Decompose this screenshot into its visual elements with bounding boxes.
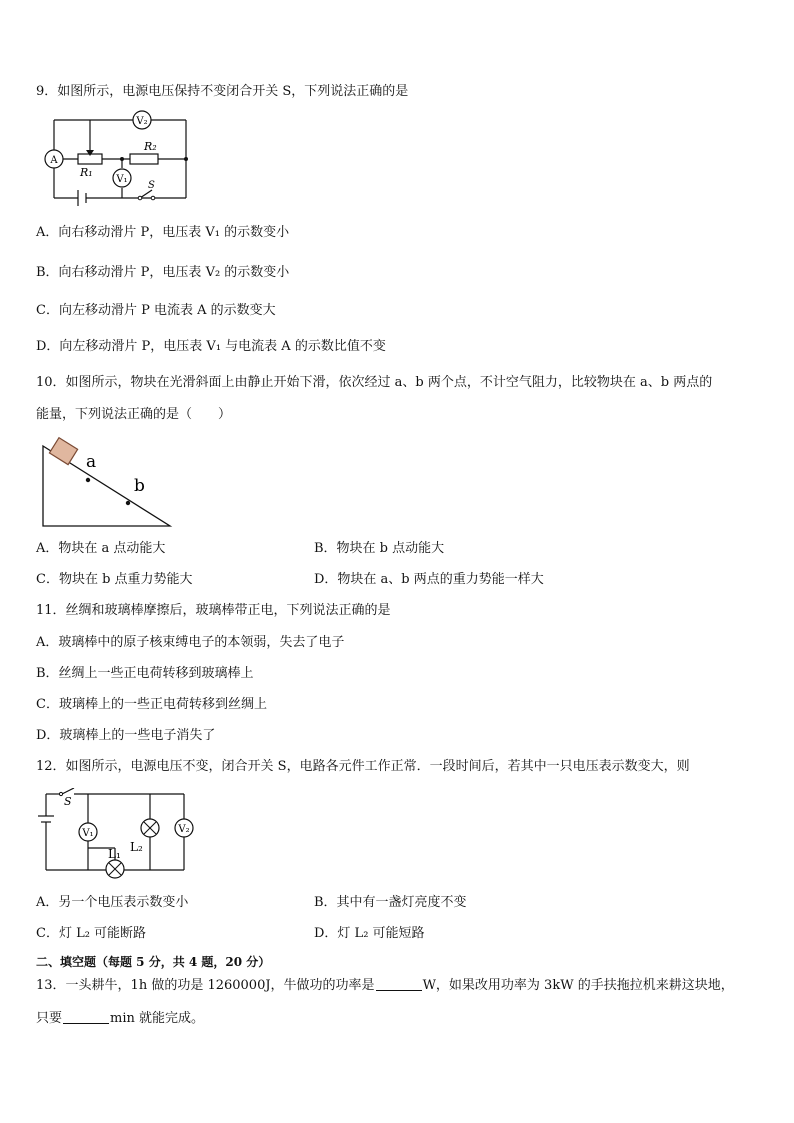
q13-line2: [36, 1010, 204, 1028]
q12-v1-label: V₁: [82, 828, 94, 839]
q10-stem-line2: 能量，下列说法正确的是（ ）: [36, 407, 232, 422]
q9-s-label: S: [148, 180, 155, 191]
q13-blank-time: [63, 1011, 109, 1024]
q10-option-c: C．物块在 b 点重力势能大: [36, 572, 193, 587]
q9-a-label: A: [50, 155, 58, 166]
q12-option-b: B．其中有一盏灯亮度不变: [314, 895, 467, 910]
q12-circuit-diagram: [38, 788, 198, 884]
q12-s-label: S: [64, 795, 72, 808]
q11-stem: 11．丝绸和玻璃棒摩擦后，玻璃棒带正电，下列说法正确的是: [36, 603, 391, 618]
q9-stem: 9．如图所示，电源电压保持不变闭合开关 S，下列说法正确的是: [36, 84, 409, 99]
q10-option-d: D．物块在 a、b 两点的重力势能一样大: [314, 572, 544, 587]
q13-blank-power: [376, 978, 422, 991]
q9-option-b: B．向右移动滑片 P，电压表 V₂ 的示数变小: [36, 265, 290, 280]
q11-option-c: C．玻璃棒上的一些正电荷转移到丝绸上: [36, 697, 267, 712]
q12-l2-label: L₂: [130, 840, 143, 854]
q9-v1-label: V₁: [116, 174, 128, 185]
q10-b-label: b: [134, 476, 145, 496]
q11-option-b: B．丝绸上一些正电荷转移到玻璃棒上: [36, 666, 254, 681]
q12-stem: 12．如图所示，电源电压不变，闭合开关 S，电路各元件工作正常．一段时间后，若其中一只电压表示数变大，则: [36, 759, 690, 774]
q9-circuit-diagram: [40, 110, 200, 208]
q11-option-a: A．玻璃棒中的原子核束缚电子的本领弱，失去了电子: [36, 635, 345, 650]
q10-incline-diagram: [38, 434, 178, 532]
q9-option-c: C．向左移动滑片 P 电流表 A 的示数变大: [36, 303, 276, 318]
section-2-title: 二、填空题（每题 5 分，共 4 题，20 分）: [36, 955, 271, 969]
q11-option-d: D．玻璃棒上的一些电子消失了: [36, 728, 216, 743]
q12-lamp-l2: [141, 819, 159, 837]
q10-point-a: [86, 478, 90, 482]
q13-line1: [36, 977, 734, 995]
q9-option-a: A．向右移动滑片 P，电压表 V₁ 的示数变小: [36, 225, 290, 240]
q13-part2: W，如果改用功率为 3kW 的手扶拖拉机来耕这块地，: [422, 978, 734, 993]
q10-option-a: A．物块在 a 点动能大: [36, 541, 166, 556]
q10-option-b: B．物块在 b 点动能大: [314, 541, 445, 556]
q9-r2-label: R₂: [144, 140, 157, 153]
q12-lamp-l1: [106, 860, 124, 878]
q10-point-b: [126, 501, 130, 505]
q10-stem-line1: 10．如图所示，物块在光滑斜面上由静止开始下滑，依次经过 a、b 两个点，不计空气阻力，比较物块在 a、b 两点的: [36, 375, 713, 390]
q10-a-label: a: [86, 452, 97, 472]
q12-l1-label: L₁: [108, 847, 121, 861]
q13-part1: 13．一头耕牛，1h 做的功是 1260000J，牛做功的功率是: [36, 978, 375, 993]
q13-part3: 只要: [36, 1011, 63, 1026]
q13-part4: min 就能完成。: [110, 1011, 205, 1026]
q9-v2-label: V₂: [136, 116, 148, 127]
q9-option-d: D．向左移动滑片 P，电压表 V₁ 与电流表 A 的示数比值不变: [36, 339, 386, 354]
q12-option-c: C．灯 L₂ 可能断路: [36, 926, 147, 941]
q12-option-d: D．灯 L₂ 可能短路: [314, 926, 425, 941]
q12-v2-label: V₂: [178, 824, 190, 835]
q12-option-a: A．另一个电压表示数变小: [36, 895, 189, 910]
q9-r1-label: R₁: [80, 166, 93, 179]
